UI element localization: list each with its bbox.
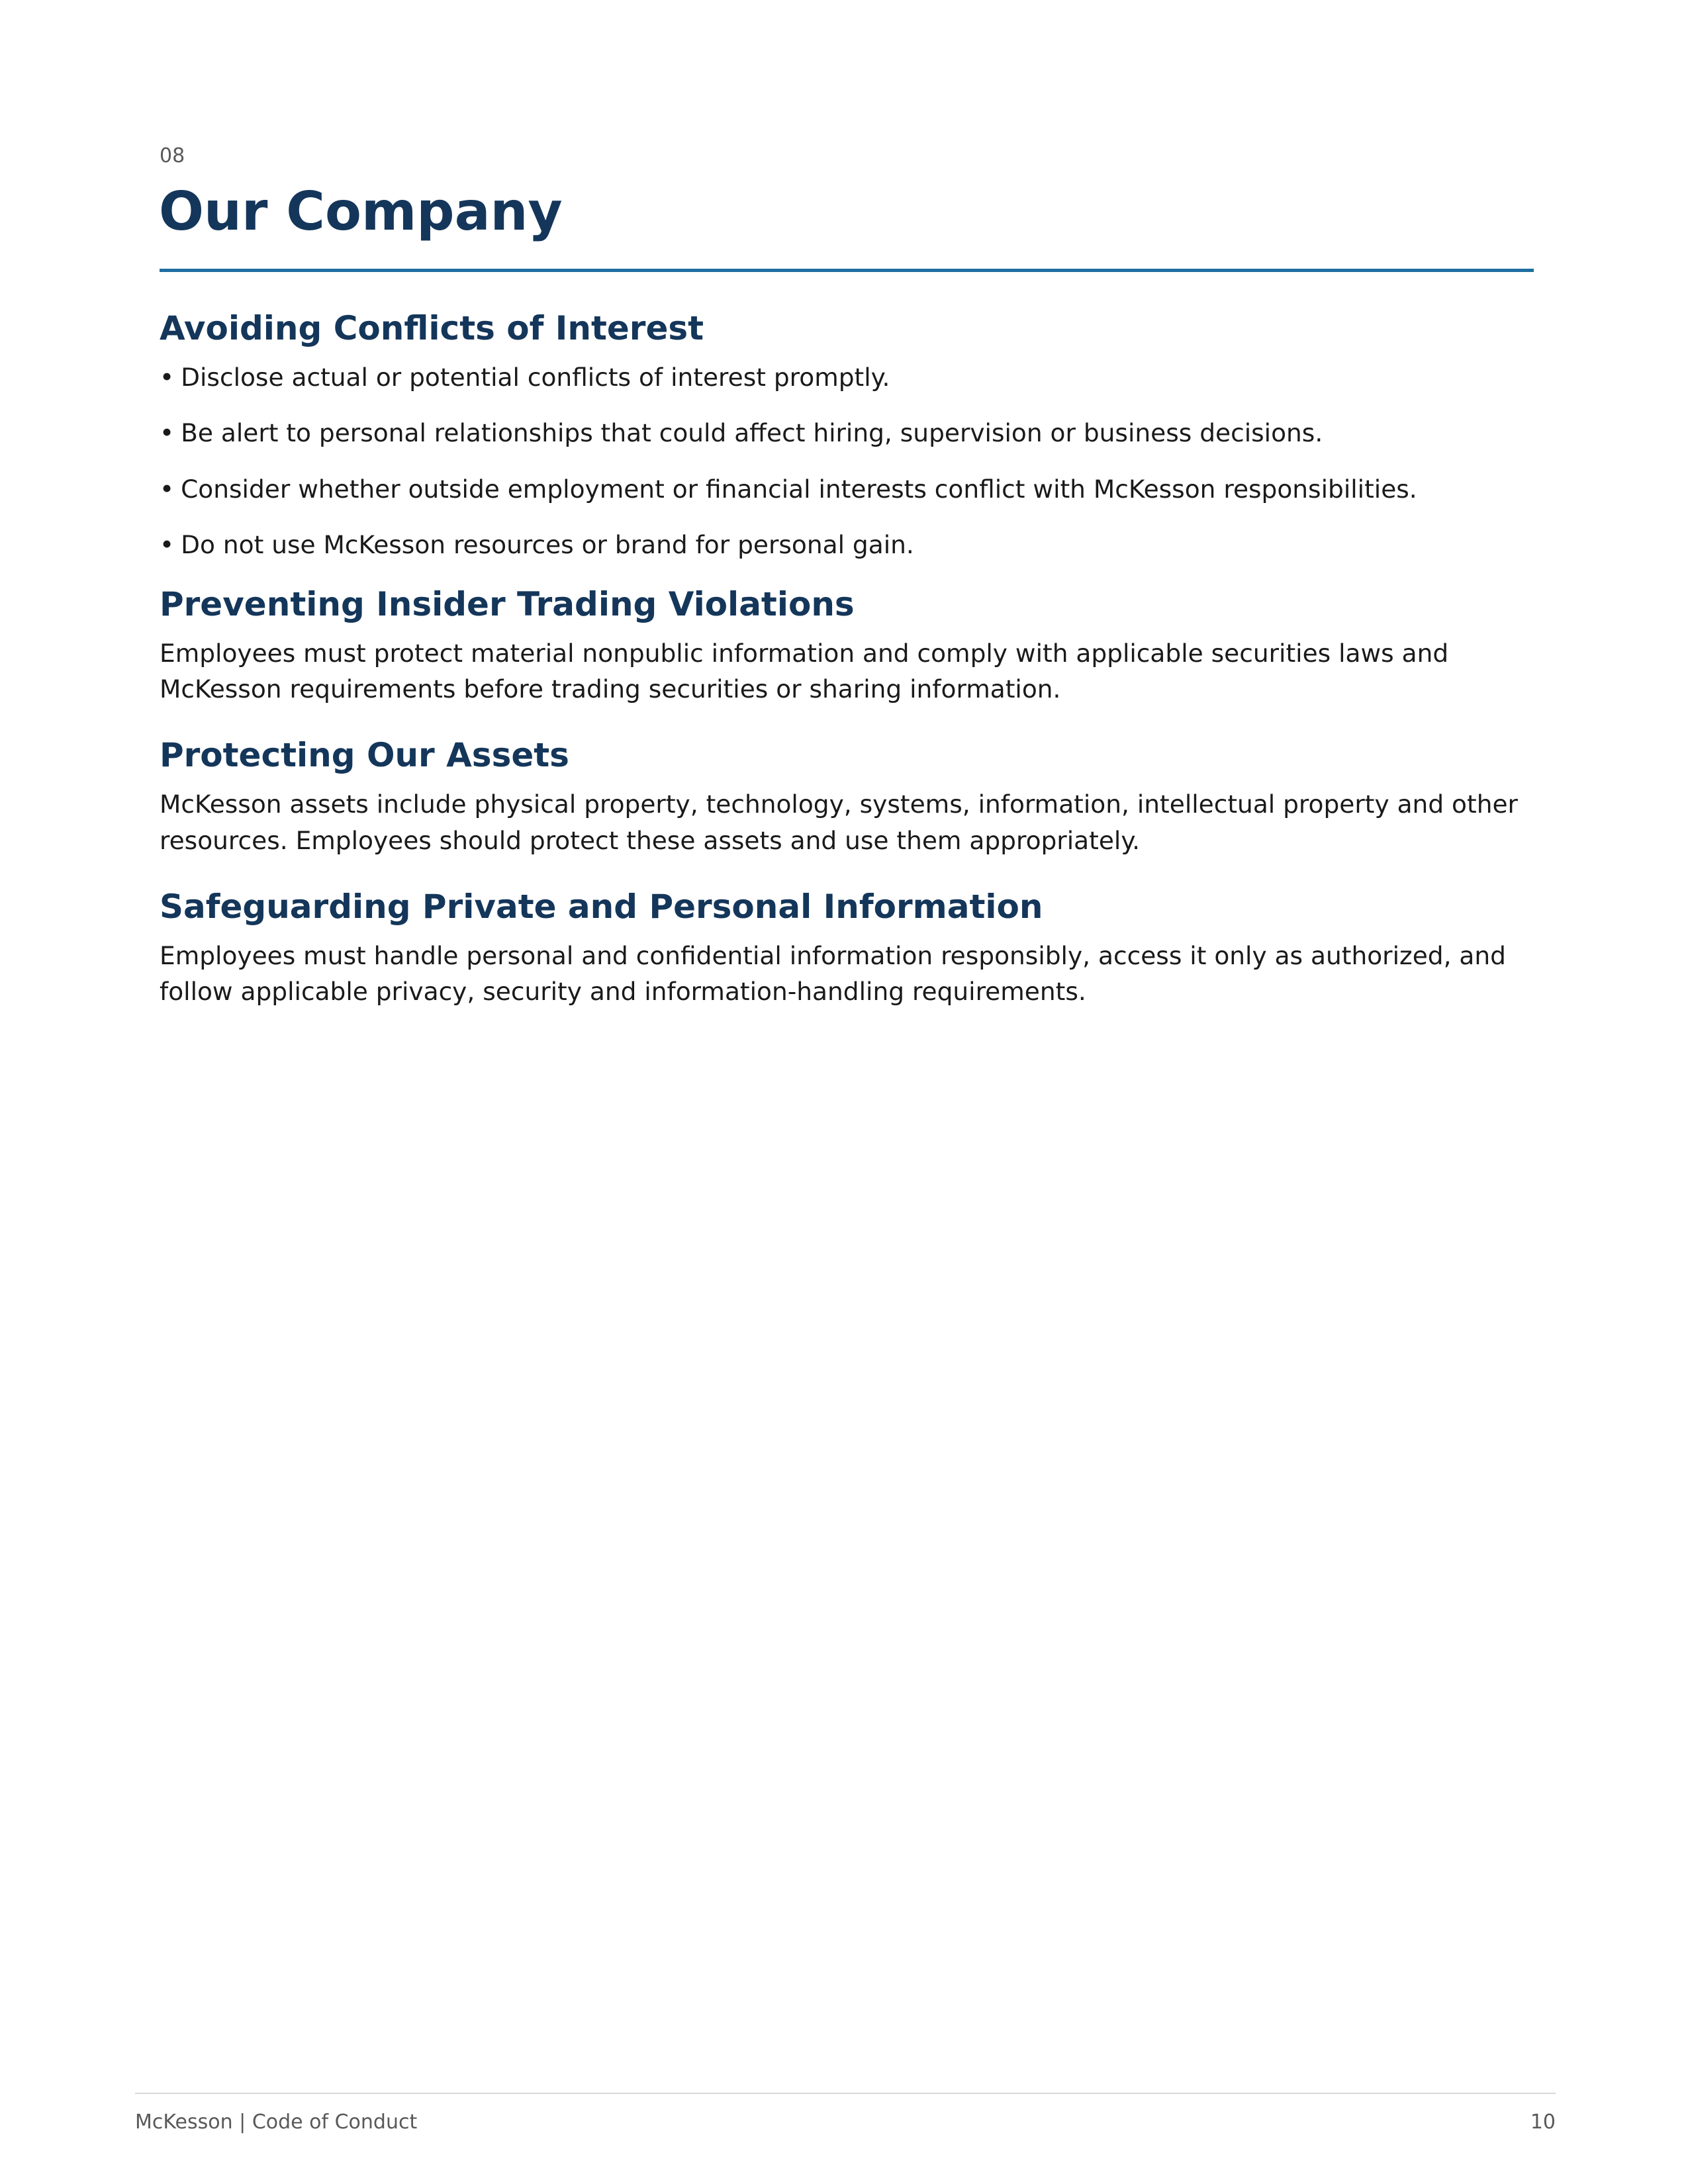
- section-heading: Safeguarding Private and Personal Information: [160, 887, 1043, 926]
- section-private-information: [160, 886, 1536, 1011]
- footer-divider: [135, 2093, 1556, 2094]
- section-number: 08: [160, 144, 185, 167]
- section-body: McKesson assets include physical property, technology, systems, information, intellectual property and other resources. Employees should protect these assets and use them appropriately.: [160, 790, 1518, 855]
- list-item: [160, 415, 1536, 451]
- footer-page-number: 10: [1530, 2111, 1556, 2134]
- list-item: [160, 471, 1536, 507]
- page-title: Our Company: [159, 181, 563, 242]
- list-item-text: Consider whether outside employment or financial interests conflict with McKesson responsibilities.: [181, 474, 1417, 504]
- bullet-icon: •: [160, 530, 175, 560]
- bullet-list: [160, 359, 1536, 563]
- section-heading: Avoiding Conflicts of Interest: [160, 309, 704, 347]
- list-item-text: Be alert to personal relationships that could affect hiring, supervision or business decisions.: [181, 418, 1323, 448]
- list-item: [160, 359, 1536, 395]
- main-content: [160, 307, 1536, 1010]
- section-heading: Preventing Insider Trading Violations: [160, 584, 855, 623]
- section-heading: Protecting Our Assets: [160, 736, 569, 774]
- section-body: Employees must handle personal and confidential information responsibly, access it only as authorized, and follow applicable privacy, security and information-handling requirements.: [160, 940, 1506, 1007]
- section-protecting-assets: [160, 734, 1536, 859]
- list-item: [160, 527, 1536, 563]
- section-body: Employees must protect material nonpublic information and comply with applicable securities laws and McKesson requirements before trading securities or sharing information.: [160, 638, 1449, 704]
- bullet-icon: •: [160, 363, 175, 392]
- bullet-icon: •: [160, 418, 175, 448]
- section-conflicts-of-interest: [160, 307, 1536, 563]
- bullet-icon: •: [160, 474, 175, 504]
- list-item-text: Disclose actual or potential conflicts of interest promptly.: [181, 363, 890, 392]
- title-divider: [160, 269, 1534, 272]
- section-insider-trading: [160, 583, 1536, 708]
- footer-document-title: McKesson | Code of Conduct: [135, 2111, 418, 2134]
- list-item-text: Do not use McKesson resources or brand for personal gain.: [181, 530, 914, 560]
